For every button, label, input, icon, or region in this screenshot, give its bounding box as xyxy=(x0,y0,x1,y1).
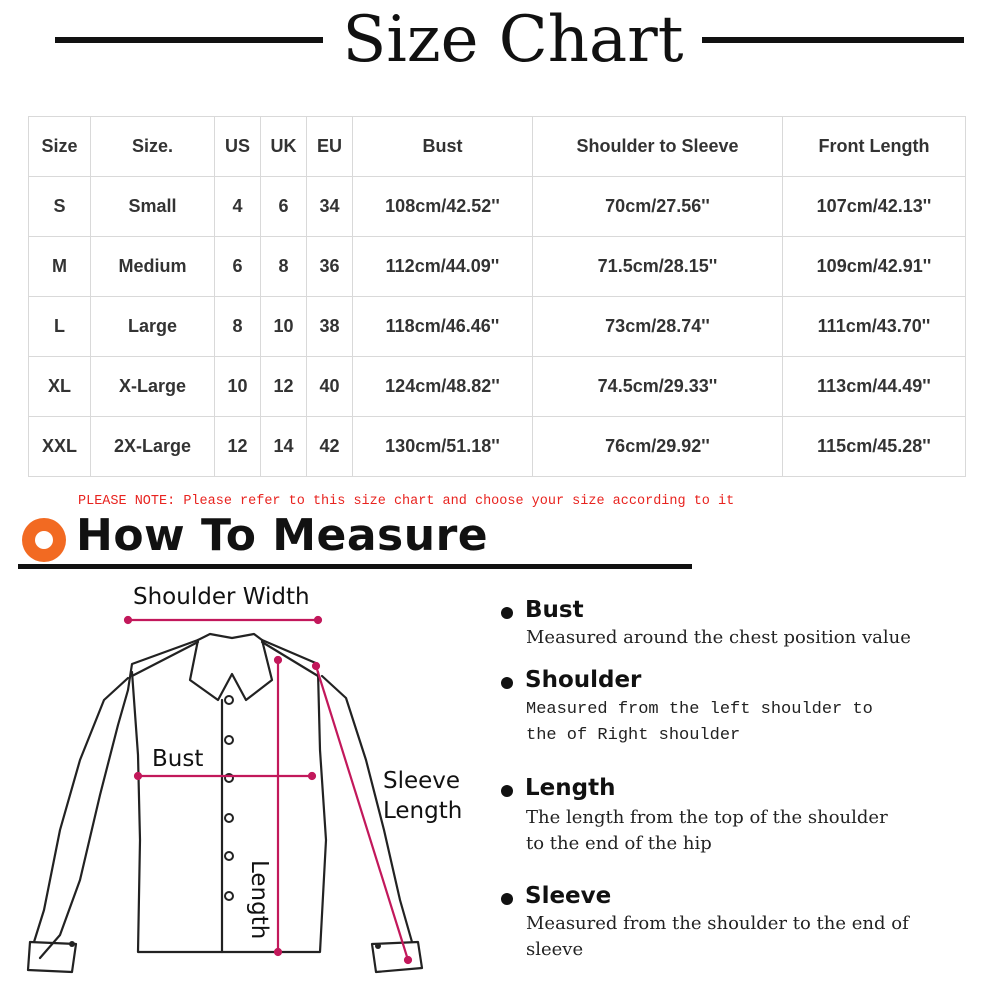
table-cell: S xyxy=(29,177,91,237)
bullet-icon xyxy=(501,893,513,905)
table-row xyxy=(29,177,966,237)
header-cell: Shoulder to Sleeve xyxy=(533,117,783,177)
table-cell: 111cm/43.70'' xyxy=(783,297,966,357)
definition-desc: Measured from the left shoulder to the of Right shoulder xyxy=(526,700,873,745)
table-cell: 107cm/42.13'' xyxy=(783,177,966,237)
header-cell: UK xyxy=(261,117,307,177)
table-cell: 118cm/46.46'' xyxy=(353,297,533,357)
circle-bullet-icon xyxy=(22,518,66,562)
table-cell: XXL xyxy=(29,417,91,477)
header-cell: EU xyxy=(307,117,353,177)
table-cell: 12 xyxy=(215,417,261,477)
table-cell: 130cm/51.18'' xyxy=(353,417,533,477)
size-note: PLEASE NOTE: Please refer to this size chart and choose your size according to it xyxy=(78,494,735,509)
sleeve-label-line2: Length xyxy=(383,798,463,824)
table-row xyxy=(29,237,966,297)
shoulder-width-label: Shoulder Width xyxy=(133,584,310,610)
bust-label: Bust xyxy=(152,746,204,772)
sleeve-label-line1: Sleeve xyxy=(383,768,461,794)
table-cell: 112cm/44.09'' xyxy=(353,237,533,297)
title-rule-left xyxy=(55,37,323,43)
table-cell: 34 xyxy=(307,177,353,237)
table-cell: 74.5cm/29.33'' xyxy=(533,357,783,417)
size-table xyxy=(28,116,966,477)
table-cell: M xyxy=(29,237,91,297)
table-cell: 8 xyxy=(261,237,307,297)
table-cell: 73cm/28.74'' xyxy=(533,297,783,357)
definition-term: Shoulder xyxy=(525,667,642,693)
table-cell: 40 xyxy=(307,357,353,417)
table-cell: 10 xyxy=(261,297,307,357)
table-cell: Small xyxy=(91,177,215,237)
header-cell: US xyxy=(215,117,261,177)
definition-desc: The length from the top of the shoulder to the end of the hip xyxy=(526,807,888,854)
table-cell: 8 xyxy=(215,297,261,357)
measure-header xyxy=(18,508,698,578)
title-rule-right xyxy=(702,37,964,43)
table-cell: 36 xyxy=(307,237,353,297)
table-cell: XL xyxy=(29,357,91,417)
table-cell: 4 xyxy=(215,177,261,237)
table-cell: L xyxy=(29,297,91,357)
definition-term: Length xyxy=(525,775,616,801)
table-cell: 2X-Large xyxy=(91,417,215,477)
definition-term: Bust xyxy=(525,597,584,623)
table-cell: X-Large xyxy=(91,357,215,417)
header-cell: Size xyxy=(29,117,91,177)
table-cell: Medium xyxy=(91,237,215,297)
header-cell: Front Length xyxy=(783,117,966,177)
table-cell: 10 xyxy=(215,357,261,417)
definition-term: Sleeve xyxy=(525,883,612,909)
definition-desc: Measured around the chest position value xyxy=(526,627,911,648)
table-cell: 109cm/42.91'' xyxy=(783,237,966,297)
table-cell: 113cm/44.49'' xyxy=(783,357,966,417)
bullet-icon xyxy=(501,607,513,619)
header-cell: Bust xyxy=(353,117,533,177)
table-cell: 12 xyxy=(261,357,307,417)
table-cell: 6 xyxy=(215,237,261,297)
shirt-diagram xyxy=(0,580,480,1000)
length-label: Length xyxy=(246,860,272,940)
table-cell: 38 xyxy=(307,297,353,357)
title-bar xyxy=(0,0,1000,80)
table-cell: 124cm/48.82'' xyxy=(353,357,533,417)
measure-title: How To Measure xyxy=(76,510,489,561)
table-cell: Large xyxy=(91,297,215,357)
bullet-icon xyxy=(501,785,513,797)
table-row xyxy=(29,357,966,417)
table-row xyxy=(29,417,966,477)
measure-rule xyxy=(18,564,692,569)
table-cell: 6 xyxy=(261,177,307,237)
table-row xyxy=(29,297,966,357)
table-cell: 115cm/45.28'' xyxy=(783,417,966,477)
table-cell: 14 xyxy=(261,417,307,477)
header-cell: Size. xyxy=(91,117,215,177)
table-cell: 71.5cm/28.15'' xyxy=(533,237,783,297)
page-title: Size Chart xyxy=(342,3,684,77)
table-cell: 76cm/29.92'' xyxy=(533,417,783,477)
table-cell: 70cm/27.56'' xyxy=(533,177,783,237)
table-cell: 42 xyxy=(307,417,353,477)
definition-desc: Measured from the shoulder to the end of sleeve xyxy=(526,913,909,960)
table-cell: 108cm/42.52'' xyxy=(353,177,533,237)
table-header-row xyxy=(29,117,966,177)
bullet-icon xyxy=(501,677,513,689)
